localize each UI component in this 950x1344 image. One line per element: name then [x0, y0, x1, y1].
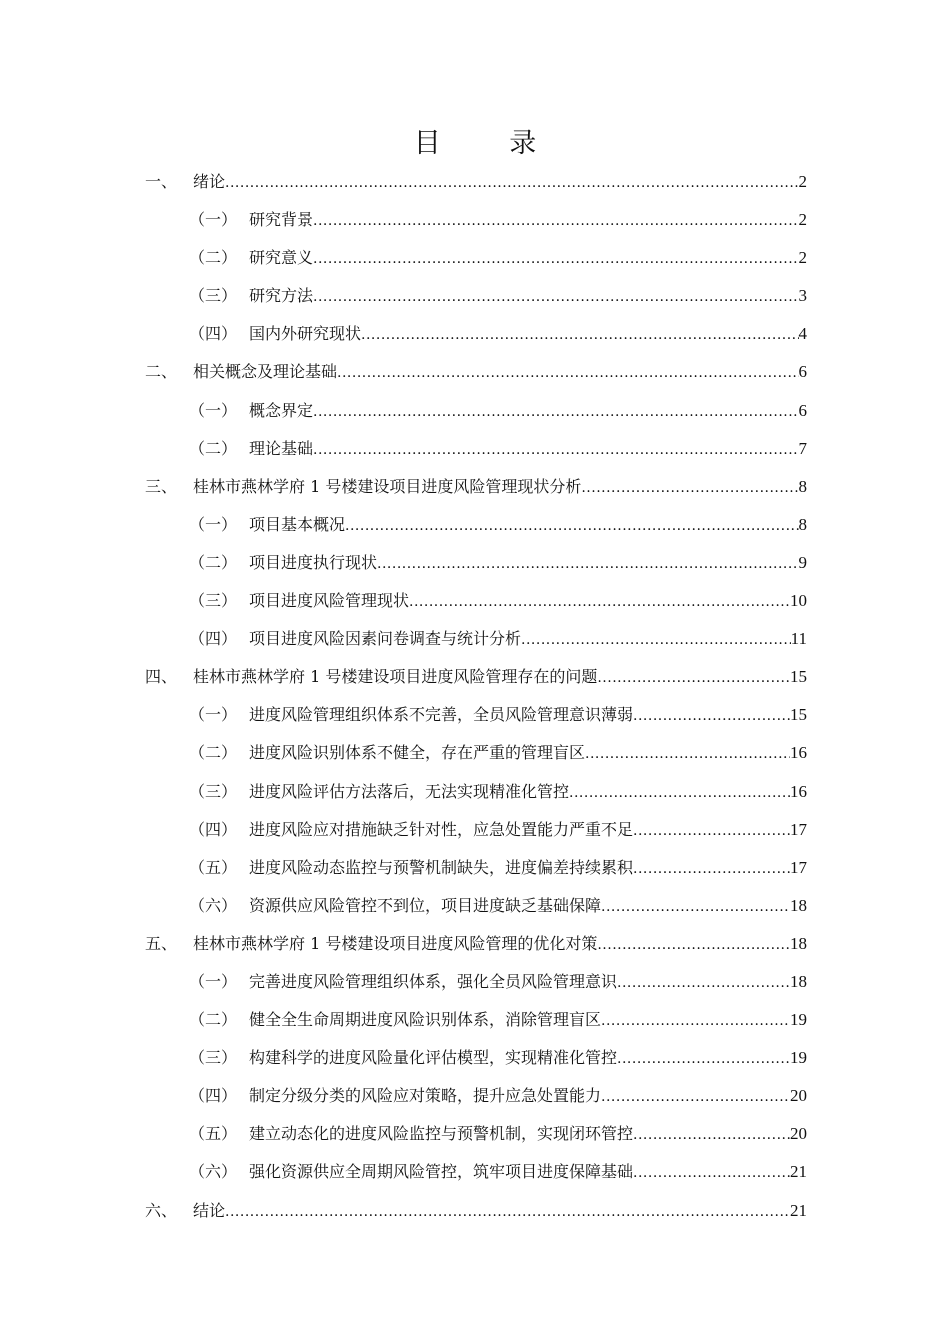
toc-dot-leader — [313, 202, 798, 240]
toc-entry-title: 理论基础 — [249, 438, 314, 458]
toc-dot-leader — [601, 1078, 790, 1116]
toc-entry-number: （二） — [189, 438, 238, 458]
toc-section-entry[interactable] — [145, 315, 807, 353]
toc-dot-leader — [361, 316, 798, 354]
toc-entry-number: （四） — [189, 819, 238, 839]
toc-entry-title: 构建科学的进度风险量化评估模型，实现精准化管控 — [249, 1048, 618, 1068]
toc-dot-leader — [601, 1002, 790, 1040]
toc-section-entry[interactable] — [145, 773, 807, 811]
toc-entry-title: 国内外研究现状 — [249, 324, 362, 344]
toc-entry-number: （三） — [189, 286, 238, 306]
toc-entry-number: （六） — [189, 895, 238, 915]
toc-entry-title: 完善进度风险管理组织体系，强化全员风险管理意识 — [249, 971, 618, 991]
toc-entry-title: 健全全生命周期进度风险识别体系，消除管理盲区 — [249, 1010, 602, 1030]
toc-dot-leader — [569, 774, 790, 812]
toc-chapter-entry[interactable] — [145, 163, 807, 201]
toc-page-number: 8 — [798, 514, 807, 534]
toc-entry-number: （三） — [189, 591, 238, 611]
toc-dot-leader — [337, 354, 798, 392]
toc-section-entry[interactable] — [145, 1001, 807, 1039]
toc-dot-leader — [617, 1040, 790, 1078]
toc-entry-title: 项目进度执行现状 — [249, 552, 378, 572]
toc-entry-number: （一） — [189, 400, 238, 420]
toc-dot-leader — [633, 812, 790, 850]
toc-entry-number: 四、 — [145, 667, 178, 687]
toc-page-number: 2 — [798, 248, 807, 268]
toc-dot-leader — [313, 240, 798, 278]
toc-section-entry[interactable] — [145, 506, 807, 544]
toc-entry-number: （一） — [189, 705, 238, 725]
toc-entry-title: 强化资源供应全周期风险管控，筑牢项目进度保障基础 — [249, 1162, 634, 1182]
toc-section-entry[interactable] — [145, 1077, 807, 1115]
toc-dot-leader — [633, 1154, 790, 1192]
toc-entry-number: （四） — [189, 629, 238, 649]
toc-entry-number: （一） — [189, 514, 238, 534]
toc-entry-title: 建立动态化的进度风险监控与预警机制，实现闭环管控 — [249, 1124, 634, 1144]
toc-dot-leader — [377, 545, 798, 583]
toc-section-entry[interactable] — [145, 963, 807, 1001]
toc-section-entry[interactable] — [145, 201, 807, 239]
toc-entry-number: （五） — [189, 857, 238, 877]
toc-page-number: 7 — [798, 438, 807, 458]
toc-page-number: 2 — [798, 210, 807, 230]
toc-section-entry[interactable] — [145, 582, 807, 620]
toc-entry-title: 资源供应风险管控不到位，项目进度缺乏基础保障 — [249, 895, 602, 915]
toc-dot-leader — [581, 469, 798, 507]
toc-entry-title: 桂林市燕林学府 1 号楼建设项目进度风险管理现状分析 — [193, 476, 582, 496]
toc-entry-number: （二） — [189, 1010, 238, 1030]
toc-page-number: 18 — [790, 933, 807, 953]
toc-page-number: 16 — [790, 743, 807, 763]
toc-entry-title: 项目进度风险管理现状 — [249, 591, 410, 611]
toc-dot-leader — [585, 735, 790, 773]
toc-entry-title: 进度风险应对措施缺乏针对性，应急处置能力严重不足 — [249, 819, 634, 839]
toc-page-number: 15 — [790, 667, 807, 687]
toc-entry-title: 进度风险评估方法落后，无法实现精准化管控 — [249, 781, 570, 801]
toc-page-number: 2 — [798, 172, 807, 191]
toc-section-entry[interactable] — [145, 239, 807, 277]
toc-chapter-entry[interactable] — [145, 925, 807, 963]
toc-section-entry[interactable] — [145, 1039, 807, 1077]
toc-dot-leader — [521, 621, 791, 659]
toc-page-number: 21 — [790, 1162, 807, 1182]
toc-dot-leader — [633, 697, 790, 735]
toc-entry-number: （二） — [189, 248, 238, 268]
toc-section-entry[interactable] — [145, 696, 807, 734]
toc-page-number: 6 — [798, 362, 807, 382]
toc-entry-number: （四） — [189, 324, 238, 344]
toc-dot-leader — [313, 431, 798, 469]
toc-page-number: 16 — [790, 781, 807, 801]
toc-page-number: 18 — [790, 971, 807, 991]
toc-title: 目 录 — [413, 128, 567, 159]
toc-page-number: 11 — [790, 629, 807, 649]
toc-entry-number: （二） — [189, 552, 238, 572]
toc-section-entry[interactable] — [145, 734, 807, 772]
toc-entry-number: （六） — [189, 1162, 238, 1182]
toc-entry-title: 绪论 — [193, 172, 226, 191]
toc-entry-title: 制定分级分类的风险应对策略，提升应急处置能力 — [249, 1086, 602, 1106]
toc-page-number: 6 — [798, 400, 807, 420]
toc-entry-number: 一、 — [145, 172, 178, 191]
toc-dot-leader — [409, 583, 790, 621]
toc-dot-leader — [597, 926, 790, 964]
toc-section-entry[interactable] — [145, 1153, 807, 1191]
toc-entry-number: （四） — [189, 1086, 238, 1106]
toc-page-number: 21 — [790, 1200, 807, 1220]
toc-entry-title: 相关概念及理论基础 — [193, 362, 338, 382]
toc-entry-title: 进度风险动态监控与预警机制缺失，进度偏差持续累积 — [249, 857, 634, 877]
toc-dot-leader — [633, 850, 790, 888]
toc-section-entry[interactable] — [145, 277, 807, 315]
toc-page-number: 18 — [790, 895, 807, 915]
toc-section-entry[interactable] — [145, 811, 807, 849]
toc-entry-number: 六、 — [145, 1200, 178, 1220]
toc-section-entry[interactable] — [145, 392, 807, 430]
toc-page-number: 20 — [790, 1124, 807, 1144]
toc-entry-number: 三、 — [145, 476, 178, 496]
toc-entry-number: 五、 — [145, 933, 178, 953]
toc-entry-title: 研究意义 — [249, 248, 314, 268]
toc-page-number: 8 — [798, 476, 807, 496]
toc-entry-title: 桂林市燕林学府 1 号楼建设项目进度风险管理的优化对策 — [193, 933, 598, 953]
toc-section-entry[interactable] — [145, 849, 807, 887]
toc-chapter-entry[interactable] — [145, 658, 807, 696]
toc-page-number: 19 — [790, 1010, 807, 1030]
toc-entry-number: 二、 — [145, 362, 178, 382]
toc-page-number: 17 — [790, 819, 807, 839]
toc-section-entry[interactable] — [145, 430, 807, 468]
toc-page-number: 20 — [790, 1086, 807, 1106]
toc-page-number: 10 — [790, 591, 807, 611]
toc-entry-title: 项目基本概况 — [249, 514, 346, 534]
toc-dot-leader — [633, 1116, 790, 1154]
toc-entry-title: 桂林市燕林学府 1 号楼建设项目进度风险管理存在的问题 — [193, 667, 598, 687]
toc-section-entry[interactable] — [145, 1115, 807, 1153]
toc-dot-leader — [597, 659, 790, 697]
toc-entry-number: （一） — [189, 210, 238, 230]
toc-dot-leader — [225, 164, 798, 202]
toc-entry-number: （三） — [189, 781, 238, 801]
toc-section-entry[interactable] — [145, 620, 807, 658]
toc-page-number: 3 — [798, 286, 807, 306]
toc-section-entry[interactable] — [145, 544, 807, 582]
toc-entry-title: 研究背景 — [249, 210, 314, 230]
toc-page-number: 4 — [798, 324, 807, 344]
toc-dot-leader — [345, 507, 798, 545]
toc-section-entry[interactable] — [145, 887, 807, 925]
toc-entry-title: 进度风险管理组织体系不完善，全员风险管理意识薄弱 — [249, 705, 634, 725]
toc-page-number: 15 — [790, 705, 807, 725]
toc-page-number: 19 — [790, 1048, 807, 1068]
toc-entry-title: 进度风险识别体系不健全，存在严重的管理盲区 — [249, 743, 586, 763]
toc-chapter-entry[interactable] — [145, 468, 807, 506]
toc-entry-title: 项目进度风险因素问卷调查与统计分析 — [249, 629, 522, 649]
toc-page-number: 9 — [798, 552, 807, 572]
toc-entry-title: 研究方法 — [249, 286, 314, 306]
toc-entry-number: （三） — [189, 1048, 238, 1068]
toc-entry-title: 概念界定 — [249, 400, 314, 420]
toc-dot-leader — [313, 393, 798, 431]
toc-dot-leader — [601, 888, 790, 926]
toc-entry-title: 结论 — [193, 1200, 226, 1220]
toc-page-number: 17 — [790, 857, 807, 877]
toc-dot-leader — [313, 278, 798, 316]
toc-chapter-entry[interactable] — [145, 353, 807, 391]
toc-entry-number: （二） — [189, 743, 238, 763]
toc-dot-leader — [225, 1193, 790, 1231]
toc-dot-leader — [617, 964, 790, 1002]
toc-entry-number: （五） — [189, 1124, 238, 1144]
toc-chapter-entry[interactable] — [145, 1192, 807, 1230]
toc-entry-number: （一） — [189, 971, 238, 991]
table-of-contents — [145, 163, 807, 1230]
